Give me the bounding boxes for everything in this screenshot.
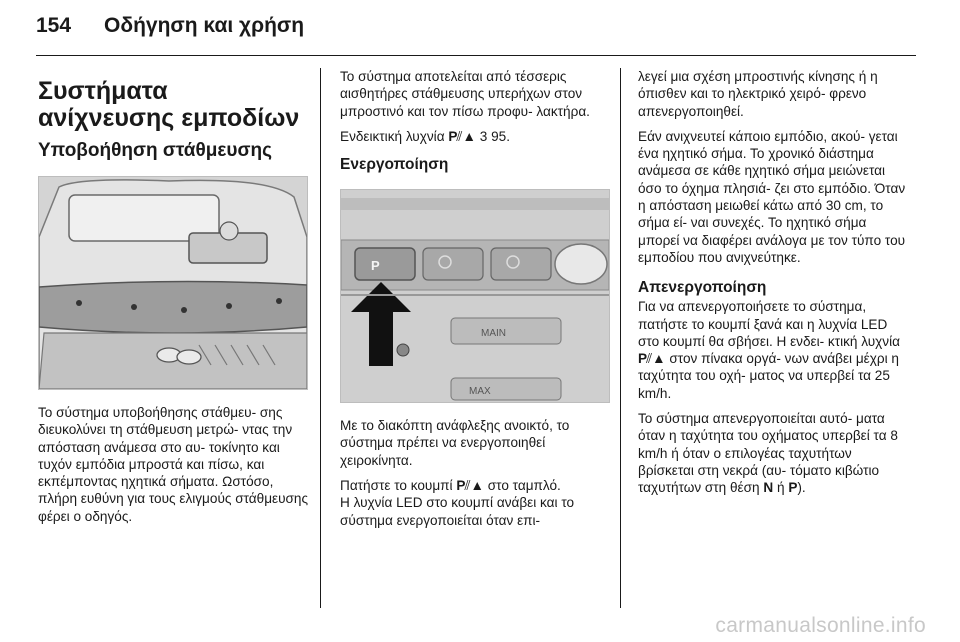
deactivation-paragraph: Για να απενεργοποιήσετε το σύστημα, πατήστε το κουμπί ξανά και η λυχνία LED στο κουμπί θα σβήσει. Η ενδει- κτική λυχνία P⫽▲ στον πίνακα οργά- νων ανάβει μέχρι η ταχύτητα του οχή- ματος να υπερβεί τα 25 km/h. [638,299,900,401]
parking-assist-icon: P [456,478,465,494]
parking-wave-icon: ⫽▲ [646,351,666,367]
section-title: Οδήγηση και χρήση [104,14,305,37]
sensors-paragraph: Το σύστημα αποτελείται από τέσσερις αισθητήρες στάθμευσης υπερήχων στον μπροστινό και τον πίσω προφυ- λακτήρα. [340,69,590,119]
dashboard-button-illustration [340,189,610,403]
parking-wave-icon: ⫽▲ [464,478,484,494]
rear-bumper-illustration [38,176,308,390]
main-button-label: MAIN [481,328,506,340]
p-button-label: P [371,258,380,274]
chapter-title: Συστήματα ανίχνευσης εμποδίων [38,77,300,132]
reference-arrow-icon: 3 [479,128,488,144]
max-button-label: MAX [469,386,491,398]
indicator-reference: Ενδεικτική λυχνία P⫽▲ 3 95. [340,128,510,144]
rear-car-drawing [39,177,307,389]
page-number: 154 [36,14,72,37]
activation-heading: Ενεργοποίηση [340,156,449,174]
continuation-paragraph: λεγεί μια σχέση μπροστινής κίνησης ή η όπισθεν και το ηλεκτρικό χειρό- φρενο απενεργοποιηθεί. [638,69,878,119]
parking-assist-icon: P [448,128,457,144]
parking-assist-icon: P [638,351,647,367]
parking-wave-icon: ⫽▲ [456,128,476,144]
dashboard-drawing [341,190,609,402]
column-1 [38,68,310,533]
column-divider [320,68,321,608]
intro-paragraph: Το σύστημα υποβοήθησης στάθμευ- σης διευκολύνει τη στάθμευση μετρώ- ντας την απόσταση ανάμεσα στο αυ- τοκίνητο και τυχόν εμπόδια μπροστά και πίσω, και εκπέμποντας ηχητικά σήματα. Ωστόσο, πλήρη ευθύνη για τους ελιγμούς στάθμευσης φέρει ο οδηγός. [38,405,309,524]
watermark: carmanualsonline.info [715,614,926,637]
ignition-paragraph: Με το διακόπτη ανάφλεξης ανοικτό, το σύστημα πρέπει να ενεργοποιηθεί χειροκίνητα. [340,418,570,468]
obstacle-paragraph: Εάν ανιχνευτεί κάποιο εμπόδιο, ακού- γεται ένα ηχητικό σήμα. Το χρονικό διάστημα ανάμεσα σε κάθε ηχητικό σήμα μειώνεται όσο το όχημα πλησιά- ζει στο εμπόδιο. Όταν η απόσταση μειωθεί κάτω από 30 cm, το σήμα εί- ναι συνεχές. Το ηχητικό σήμα μπορεί να διαφέρει ανάλογα με τον τύπο του εμποδίου που ανιχνεύτηκε. [638,128,906,265]
press-button-paragraph: Πατήστε το κουμπί P⫽▲ στο ταμπλό. [340,478,561,494]
deactivation-heading: Απενεργοποίηση [638,279,767,297]
column-divider [620,68,621,608]
column-2 [340,68,612,537]
gear-n: N [763,480,774,496]
column-3 [638,68,910,505]
subsection-title: Υποβοήθηση στάθμευσης [38,140,272,161]
header-rule [36,55,916,56]
led-paragraph: Η λυχνία LED στο κουμπί ανάβει και το σύστημα ενεργοποιείται όταν επι- [340,495,575,528]
page-header [36,14,304,48]
auto-deactivation-paragraph: Το σύστημα απενεργοποιείται αυτό- ματα όταν η ταχύτητα του οχήματος υπερβεί τα 8 km/h ή όταν ο επιλογέας ταχυτήτων βρίσκεται στη νεκρά (αυ- τόματο κιβώτιο ταχυτήτων στη θέση N ή P). [638,411,898,496]
gear-p: P [788,480,798,496]
